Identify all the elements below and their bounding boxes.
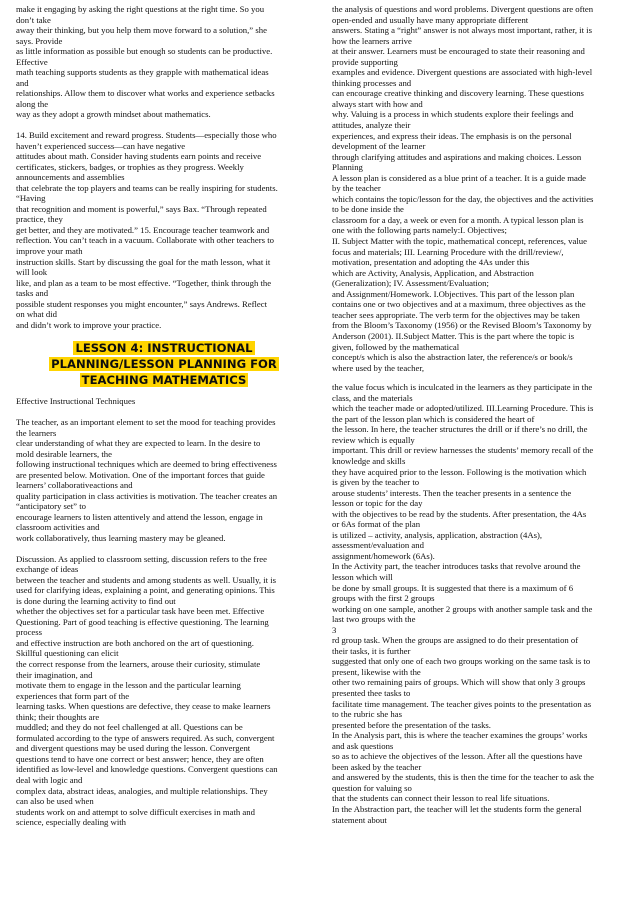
paragraph-discussion-questioning: Discussion. As applied to classroom setting, discussion refers to the free exchange of ideas between the teacher and students and among students as well. Usually, it is used for clarifying ideas, explaining a point, and generating opinions. This is done during the learning activity to find out whether the objectives set for a particular task have been met. Effective Questioning. Part of good teaching is effective questioning. The learning process and effective instruction are both anchored on the art of questioning. Skillful questioning can elicit the correct response from the learners, arouse their curiosity, stimulate their imagination, and motivate them to engage in the lesson and the particular learning experiences that form part of the learning tasks. When questions are defective, they cease to make learners think; their thoughts are muddled; and they do not feel challenged at all. Questions can be formulated according to the type of answers required. As such, convergent and divergent questions may be used during the lesson. Convergent questions tend to have one correct or best answer; hence, they are often identified as low-level and knowledge questions. Convergent questions can deal with logic and complex data, abstract ideas, analogies, and multiple relationships. They can also be used when students work on and attempt to solve difficult exercises in math and science, especially dealing with (16, 553, 278, 828)
paragraph-productive-struggle: make it engaging by asking the right questions at the right time. So you don’t take away their thinking, but you help them move forward to a solution,” she says. Provide as little information as possible but enough so students can be productive. Effective math teaching supports students as they grapple with mathematical ideas and relationships. Allow them to discover what works and experience setbacks along the way as they adopt a growth mindset about mathematics. (16, 4, 275, 120)
section-title-instructional-techniques: Effective Instructional Techniques (16, 396, 136, 407)
right-column (332, 4, 628, 825)
lesson-heading-text: LESSON 4: INSTRUCTIONAL PLANNING/LESSON PLANNING FOR TEACHING MATHEMATICS (51, 341, 277, 388)
paragraph-excitement-teamwork: 14. Build excitement and reward progress. Students—especially those who haven’t experienced success—can have negative attitudes about math. Consider having students earn points and receive certificates, stickers, badges, or trophies as they progress. Weekly announcements and assemblies that celebrate the top players and teams can be really inspiring for students. “Having that recognition and moment is powerful,” says Bax. “Through repeated practice, they get better, and they are motivated.” 15. Encourage teacher teamwork and reflection. You can’t teach in a vacuum. Collaborate with other teachers to improve your math instruction skills. Start by discussing the goal for the math lesson, what it will look like, and plan as a team to be most effective. “Together, think through the tasks and possible student responses you might encounter,” says Andrews. Reflect on what did and didn’t work to improve your practice. (16, 130, 278, 330)
paragraph-motivation: The teacher, as an important element to set the mood for teaching provides the learners clear understanding of what they are expected to learn. In the desire to mold desirable learners, the following instructional techniques which are deemed to bring effectiveness are presented below. Motivation. One of the important forces that guide learners’ collaborativeactions and quality participation in class activities is motivation. The teacher creates an “anticipatory set” to encourage learners to listen attentively and attend the lesson, engage in classroom activities and work collaboratively, thus learning mastery may be gleaned. (16, 416, 278, 543)
paragraph-divergent-lesson-planning: the analysis of questions and word problems. Divergent questions are often open-ended and usually have many appropriate different answers. Stating a “right” answer is not always most important, rather, it is how the learners arrive at their answer. Learners must be encouraged to state their reasoning and provide supporting examples and evidence. Divergent questions are associated with high-level thinking processes and can encourage creative thinking and discovery learning. These questions always start with how and why. Valuing is a process in which students explore their feelings and attitudes, analyze their experiences, and express their ideas. The emphasis is on the personal development of the learner through clarifying attitudes and aspirations and making choices. Lesson Planning A lesson plan is considered as a blue print of a teacher. It is a guide made by the teacher which contains the topic/lesson for the day, the objectives and the activities to be done inside the classroom for a day, a week or even for a month. A typical lesson plan is one with the following parts namely:I. Objectives; II. Subject Matter with the topic, mathematical concept, references, value focus and materials; III. Learning Procedure with the drill/review/, motivation, presentation and adopting the 4As under this which are Activity, Analysis, Application, and Abstraction (Generalization); IV. Assessment/Evaluation; and Assignment/Homework. I.Objectives. This part of the lesson plan contains one or two objectives and at a maximum, three objectives as the teacher sees appropriate. The verb term for the objectives may be taken from the Bloom’s Taxonomy (1956) or the Revised Bloom’s Taxonomy by Anderson (2001). II.Subject Matter. This is the part where the topic is given, followed by the mathematical concept/s which is also the abstraction later, the reference/s or book/s where used by the teacher, (332, 4, 594, 373)
left-column (16, 4, 312, 828)
lesson-heading (16, 340, 312, 388)
paragraph-learning-procedure: the value focus which is inculcated in the learners as they participate in the class, and the materials which the teacher made or adopted/utilized. III.Learning Procedure. This is the part of the lesson plan which is considered the heart of the lesson. In here, the teacher structures the drill or if there’s no drill, the review which is equally important. This drill or review harnesses the students’ memory recall of the knowledge and skills they have acquired prior to the lesson. Following is the motivation which is given by the teacher to arouse students’ interests. Then the teacher presents in a sentence the lesson or topic for the day with the objectives to be read by the students. After presentation, the 4As or 6As format of the plan is utilized – activity, analysis, application, abstraction (4As), assessment/evaluation and assignment/homework (6As). In the Activity part, the teacher introduces tasks that revolve around the lesson which will be done by small groups. It is suggested that there is a maximum of 6 groups with the first 2 groups working on one sample, another 2 groups with another sample task and the last two groups with the 3 rd group task. When the groups are assigned to do their presentation of their tasks, it is further suggested that only one of each two groups working on the same task is to present, likewise with the other two remaining pairs of groups. Which will show that only 3 groups presented thee tasks to facilitate time management. The teacher gives points to the presentation as to the rubric she has presented before the presentation of the tasks. In the Analysis part, this is where the teacher examines the groups’ works and ask questions so as to achieve the objectives of the lesson. After all the questions have been asked by the teacher and answered by the students, this is then the time for the teacher to ask the question for valuing so that the students can connect their lesson to real life situations. In the Abstraction part, the teacher will let the students form the general statement about (332, 382, 594, 825)
